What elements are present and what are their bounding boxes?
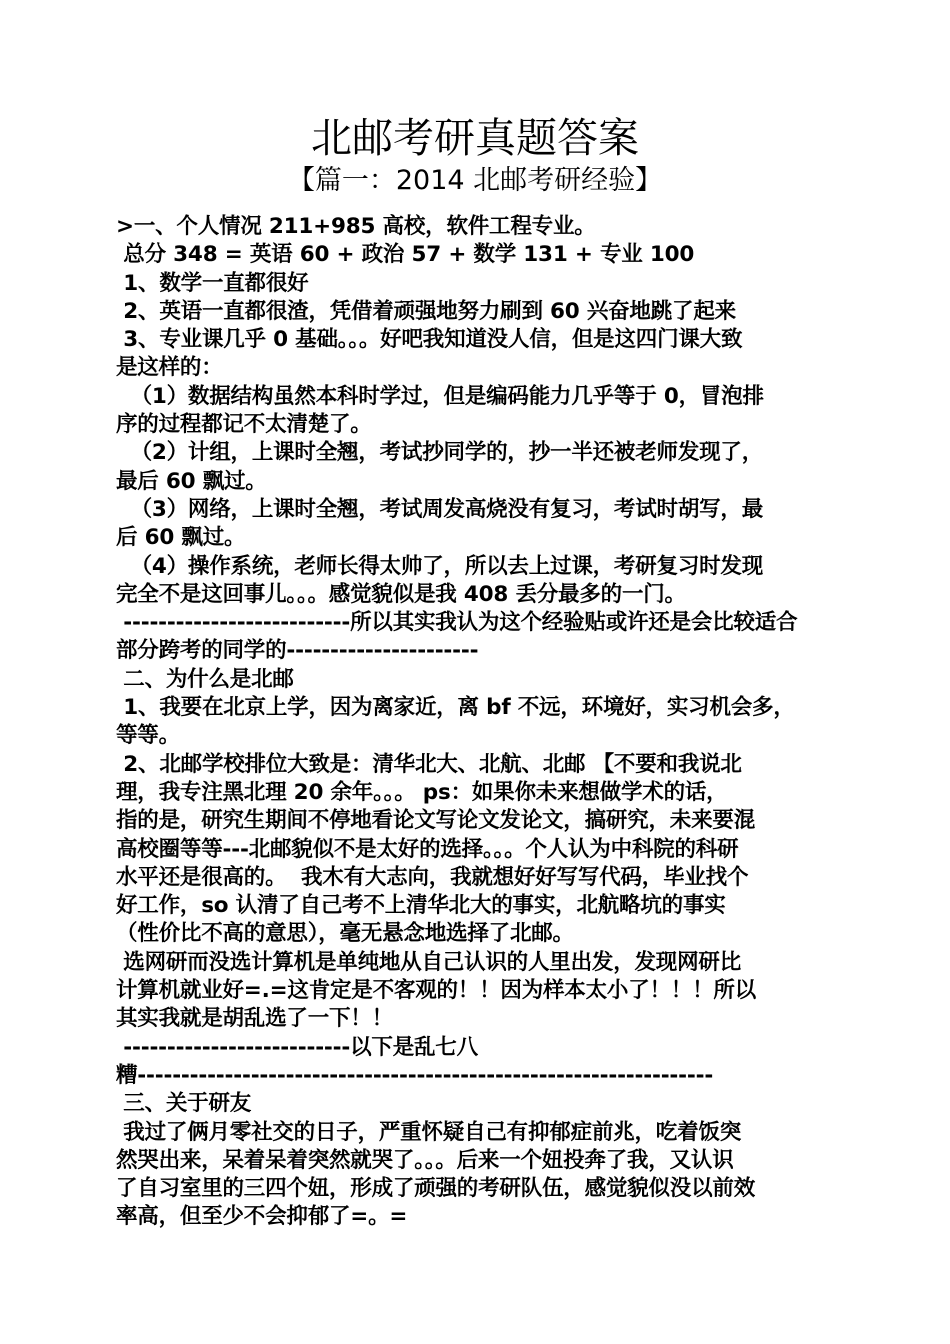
text-line: 率高，但至少不会抑郁了=。= [116,1204,408,1230]
text-line: 等等。 [116,723,180,749]
text-line: 好工作，so 认清了自己考不上清华北大的事实，北航略坑的事实 [116,893,726,919]
text-line: 指的是，研究生期间不停地看论文写论文发论文，搞研究，未来要混 [116,808,756,834]
text-line: 总分 348 = 英语 60 + 政治 57 + 数学 131 + 专业 100 [116,242,695,268]
text-line: --------------------------所以其实我认为这个经验贴或许还是会比较适合 [116,610,798,636]
text-line: 部分跨考的同学的---------------------- [116,638,479,664]
document-subtitle: 【篇一：2014 北邮考研经验】 [287,165,663,196]
text-line: 我过了俩月零社交的日子，严重怀疑自己有抑郁症前兆，吃着饭突 [116,1119,741,1145]
text-line: 后 60 飘过。 [116,525,246,551]
text-line: （4）操作系统，老师长得太帅了，所以去上过课，考研复习时发现 [116,553,764,579]
text-line: 序的过程都记不太清楚了。 [116,412,372,438]
text-line: --------------------------以下是乱七八 [116,1034,478,1060]
document-title: 北邮考研真题答案 [311,114,639,162]
text-line: 糟------------------------------------------------------------------ [116,1062,714,1088]
text-line: （性价比不高的意思），毫无悬念地选择了北邮。 [116,921,574,947]
text-line: 1、我要在北京上学，因为离家近，离 bf 不远，环境好，实习机会多， [116,695,795,721]
text-line: 1、数学一直都很好 [116,270,309,296]
text-line: 选网研而没选计算机是单纯地从自己认识的人里出发，发现网研比 [116,949,741,975]
text-line: 最后 60 飘过。 [116,468,267,494]
text-line: 理，我专注黑北理 20 余年。。。 ps：如果你未来想做学术的话， [116,779,728,805]
text-line: 计算机就业好=.=这肯定是不客观的！！因为样本太小了！！！所以 [116,978,756,1004]
text-line: 水平还是很高的。 我木有大志向，我就想好好写写代码，毕业找个 [116,864,749,890]
text-line: 是这样的： [116,355,223,381]
text-line: 完全不是这回事儿。。。感觉貌似是我 408 丢分最多的一门。 [116,581,686,607]
text-line: （2）计组，上课时全翘，考试抄同学的，抄一半还被老师发现了， [116,440,764,466]
text-line: 二、为什么是北邮 [116,666,294,692]
text-line: 2、北邮学校排位大致是：清华北大、北航、北邮 【不要和我说北 [116,751,742,777]
text-line: （3）网络，上课时全翘，考试周发高烧没有复习，考试时胡写，最 [116,496,764,522]
document-body [116,213,838,1232]
text-line: 2、英语一直都很渣，凭借着顽强地努力刷到 60 兴奋地跳了起来 [116,298,736,324]
text-line: 三、关于研友 [116,1091,252,1117]
text-line: 然哭出来，呆着呆着突然就哭了。。。后来一个妞投奔了我，又认识 [116,1147,734,1173]
text-line: 了自习室里的三四个妞，形成了顽强的考研队伍，感觉貌似没以前效 [116,1176,756,1202]
text-line: 高校圈等等---北邮貌似不是太好的选择。。。个人认为中科院的科研 [116,836,739,862]
text-line: >一、个人情况 211+985 高校，软件工程专业。 [116,214,596,239]
text-line: 其实我就是胡乱选了一下！！ [116,1006,393,1032]
text-line: （1）数据结构虽然本科时学过，但是编码能力几乎等于 0，冒泡排 [116,383,764,409]
text-line: 3、专业课几乎 0 基础。。。好吧我知道没人信，但是这四门课大致 [116,327,743,353]
